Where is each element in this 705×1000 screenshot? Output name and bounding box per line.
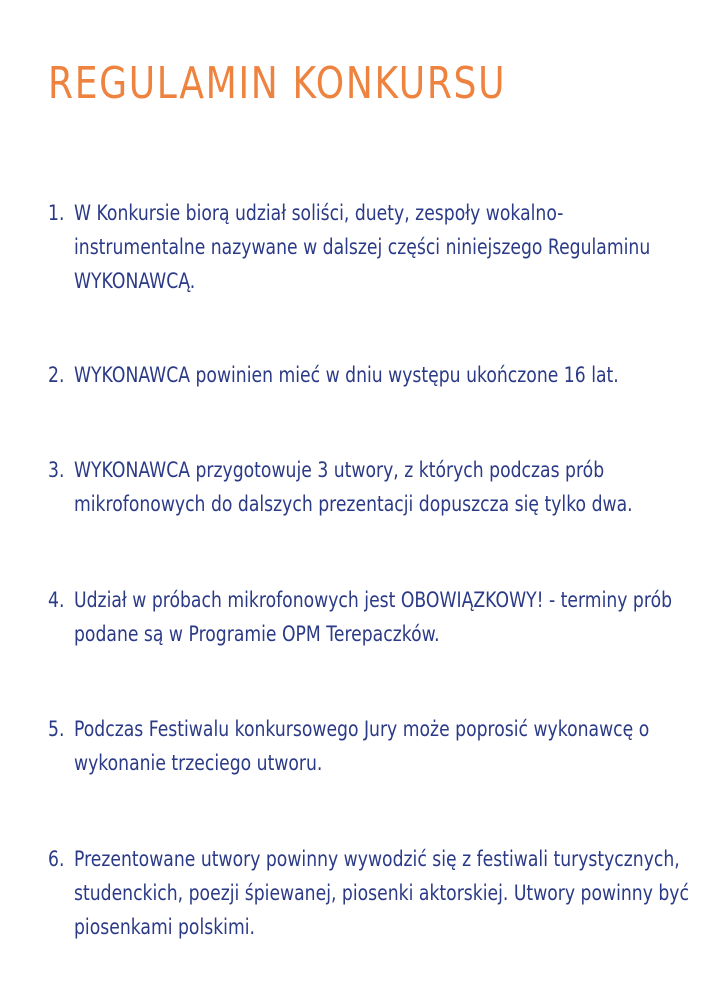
rule-text-line: instrumentalne nazywane w dalszej części niniejszego Regulaminu	[74, 235, 651, 259]
rule-text	[74, 583, 673, 651]
rule-number: 3.	[48, 458, 65, 482]
rule-text-line: studenckich, poezji śpiewanej, piosenki aktorskiej. Utwory powinny być	[74, 881, 689, 905]
rule-number: 5.	[48, 717, 65, 741]
rule-number: 2.	[48, 363, 65, 387]
rule-text	[74, 196, 664, 298]
rule-text-line: WYKONAWCA powinien mieć w dniu występu ukończone 16 lat.	[74, 363, 619, 387]
rule-text-line: W Konkursie biorą udział soliści, duety, zespoły wokalno-	[74, 201, 564, 225]
rule-number: 6.	[48, 847, 65, 871]
rule-text-line: wykonanie trzeciego utworu.	[74, 751, 323, 775]
rule-text-line: piosenkami polskimi.	[74, 915, 256, 939]
rule-text-line: podane są w Programie OPM Terepaczków.	[74, 622, 440, 646]
rule-text-line: Prezentowane utwory powinny wywodzić się z festiwali turystycznych,	[74, 847, 680, 871]
rule-text-line: Udział w próbach mikrofonowych jest OBOWIĄZKOWY! - terminy prób	[74, 588, 673, 612]
rule-number: 4.	[48, 588, 65, 612]
rule-text-line: Podczas Festiwalu konkursowego Jury może poprosić wykonawcę o	[74, 717, 650, 741]
rule-number: 1.	[48, 201, 65, 225]
rule-text-line: WYKONAWCĄ.	[74, 269, 196, 293]
rule-text-line: WYKONAWCA przygotowuje 3 utwory, z których podczas prób	[74, 458, 605, 482]
rule-text	[74, 453, 664, 521]
rule-text	[74, 712, 664, 780]
rule-text-line: mikrofonowych do dalszych prezentacji dopuszcza się tylko dwa.	[74, 492, 633, 516]
rule-text	[74, 842, 689, 944]
page-title: REGULAMIN KONKURSU	[48, 58, 507, 109]
rule-text	[74, 358, 664, 392]
